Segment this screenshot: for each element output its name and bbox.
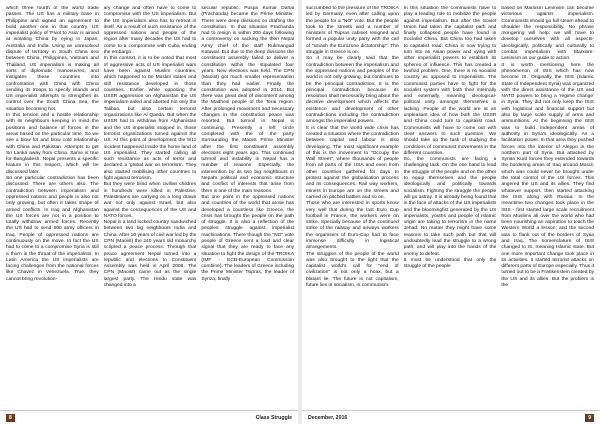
page-number: 8 [6,414,15,422]
left-column-1: which three fourth of the world trade passes. The US has a military base in Philippine and signed an agreement to build another one in that country. US imperialist policy of 'Pivot to Asia' is aimed at isolating China by eying in Japan, Australia and India. Using an unresolved dispute of territory in South China sea between China, Philippines, Vietnam and Thailand, US imperialism is making all sorts of diplomatic manoeuvres, and instigates these countries into confrontation with China with China sending its troops to specify islands and US imperialist attempts to strengthen its control over the South China Sea, the situation becoming hot. In this tension and a hostile relationship with its neighbours keeping in mind the positions and balance of forces in the areas based on the particular time. So we see a blow for and blow cold relationship with China and Pakistan. Attempts to get Sri Lanka away from China. Same is true for Bangladesh. Nepal presents a specific feature in this respect, which will be discussed later. So one particular contradiction has been discussed. There are others also. The contradiction between imperialism and oppressed nations and people is also not only growing, but often it takes shape of armed conflicts. In Iraq and Afghanistan the US forces are not in a position to totally withdraw armed forces. Recently the US had to send 500 army officers in Iraq. People of oppressed nations are continuously on the move. In fact the US had to come to a compromise Syria is still a thorn in the throat of the imperialists. In Latin America the US imperialists are facing challenges from the national forces like Chavez in Venezuela. True, they cannot bring revolution- [6,6,99,282]
left-page-footer [0,410,298,424]
issue-date: December, 2016 [308,414,348,421]
page-number: 9 [585,414,594,422]
right-column-1: succumbed to the pressure of the TROIKA led by Germany, even after calling upon the people for a "NO" vote. But the people took to the streets and a number of ministers of Tsipras cabinet resigned and formed a popular unity party with the call of "smash the Eurozone dictatorship". The struggle in Greece is on. So it may be clearly said that the contradiction between the imperialism and the oppressed nations and peoples of the world is not only growing, but continues to be the principal contradiction. It is the principal contradiction because its resolution shall necessarily bring about the decisive development which affects the existence and development of other contradictions including the contradiction amongst the imperialist powers. It is clear that the world wide crisis has created a situation where the contradiction between capital and labour is also developing. The most significant example of this is the movement to "Occupy the Wall Street", where thousands of people from all parts of the USA and even from other countries gathered for days to protest against the globalisation process and its consequences. Rail way workers, miners in Europe are on the streets and carried on pitched battles and so on. Those who are interested in sports know very well that during the last Euro Cup football in France, the workers were on strike. Specially because of the continued strike of the railway and airways workers the organisers of Euro-Cup had to face immense difficulty in logistical arrangements. The struggles of the people of the world was also brought to the light that the capitalist world's call for "end of civilization" is not only a hoax, but a blatant lie. The future is not capitalism, future lies in socialism, in communism. [306,6,399,289]
left-page [0,0,298,424]
right-page [302,0,600,424]
left-column-3: secular republic. Puspa Kumar Dahal (Prachanda) became the Prime Minister. There were deep divisions on drafting the constitution. In that situation Prachanda had to resign in within 200 days following a controversy on sacking the then Nepal Army chief of the staff Rukmangud Katuwal. But due to the deep divisions the constituent assembly failed to deliver a constitution within the stipulated four years. New elections was held. The CPN (Maoist) got much smaller representation than they had earlier. Finally the constitution was adopted in 2014. But there was great deal of discontent among the Madhesi people of the Terai region. After prolonged movement and necessary changes in the constitution peace was resorted. But turmoil in Nepal is continuing. Presently a left circle completed with the of the party Surrounding the Maoist Prime Minister after the first constituent assembly elections eight years ago. This continued turmoil and instability in Nepal has a number of reasons. Especially, the intervention by its two big neighbours in Nepal's political and economic structure and conflict of interests that arise from them is one of the main reasons. But one point in the oppressed nations and countries of the world that arose has developed a countless like Greece, the crisis has brought the people on the path of struggle. It is also a reflection of the peoples struggle against imperialist machinations. There though the "NO" vote people of Greece sent a loud and clear signal that they are ready to face any situation to fight the design of the TROIKA (IMF - ECB-European Commission combine). The leaders of Greece including the Prime Minister Tsipras, the leader of Syriza, finally [201,6,295,282]
left-column-2: ary change and often have to come to compromise with the US imperialism. But the US imperialism also has to retreat in itself. As a result of such resistance of the oppressed nations and people of the region after many decades the US had to come to a compromise with Cuba ending the embargo. In this context, it is to be noted that most of aggressive acts of US imperialist wars have been against Muslim countries, which happened to be Muslim states and still resistance developed in those countries. Earlier while opposing the USSR aggression on Afghanistan the US imperialism aided and abetted not only the Taliban, but also certain terrorist organizations like Al Qaeda. But when the USSR had to withdraw from Afghanistan and the US imperialist stopped in, those terrorist organizations turned against the US. At this point of development the 9/11 incident happened inside the home land of US imperialist. They started calling all such resistance as acts of terror and declared a 'global war on terrorism'. They also started mobilising other countries to fight against terrorism. But they were blind when civilian children in hundreds were killed in Palestine. Palestinians are carrying on a long drawn war not only against Israel, but also against the consequences of the US and NATO forces. Nepal is a land locked country sandwiched between two big neighbours India and China. After 10 years of civil war led by the CPN (Maoist) the 240 years old monarchy scripted a peace process. Through that peace agreement Nepal turned into a republic and elections to Constituent Assembly was held in April 2008. The CPN (Maoist) came out as the single largest party. The Hindu state was changed into a [103,6,197,289]
left-page-columns [6,6,294,410]
right-page-footer [302,410,600,424]
right-column-2: In this situation the communists have to play a leading role to mobilize the people against imperialism. But after the Soviet Union had taken the capitalist path and finally collapsed people have found in Socialist China. But China too had taken to capitalist road. China is now trying to turn into an Asian power and vying with other imperialist powers to establish its spheres of influence. This has created a twofold problem. One, there is no socialist country as opposed to imperialists. The communist parties have to fight for the socialist system with both their internally and externally, meaning ideological-political unity amongst themselves is lacking. People of the world are at an unpleasant idea of how both the USSR and China could turn to capitalist road. Communists will have to come out with clear answers to such question. We should take up the task of studying the conditions of communist movements in the different countries. So, the communists are facing a challenging task. On the one hand to lead the struggle of the people and on the other to equip themselves and the people ideologically and politically towards socialism. Fighting the struggle the people will go astray. It is already being found that in the face of attacks of the US imperialists and the bloomingfist generated by the US imperialists, youths and people of Islamic origin are taking to terrorism in the name Jehad. No matter they might have some reasons to take such path but that will undoubtedly lead the struggle to a wrong path, and will play into the hands of the enemy to defeat. It must be understood that only the struggle of the people [403,6,497,270]
right-column-3: based on Marxism Leninism can become victorious against imperialism. Communists should go full steam ahead to shoulder the responsibility. No phrase mongering will help; we will have to develop ourselves with all aspects-ideologically, politically and culturally to combat imperialism with Marxism-Leninism as our guide to action. It is worth mentioning here the phenomenon of ISIS which has now become IS. Originally the ISIS (Islamic State of Independent Syria) was organized with the direct assistance of the US and NATO powers to bring a 'regime change' in Syria. They did not only keep the ISIS with logistical and financial support but also by large scale supply of arms and ammunitions. At the beginning the ISIS was to build independent areas of authority in Syria's ideologically. As a facilitation power. In that area they pushed forces into the interior of Aleppo in the northern part of Syria. But attacked by Syrian Kurd forces they extended towards the bordering areas of Iraq around Mosul, which was could never be brought under the total control of the US forces. This angered the US and its allies. They find whatever support, then started attacking the ISIS along with Russia. In the meantime two changes took place in the ISIS - first started large scale recruitment from Muslims all over the world who had been nourishing an aspiration to teach the Western World a lesson; and the second was to flank out of the borders of Syria and Iraq. The nomenclature of ISIS changed to IS, meaning Islamic state. But one more important change took place in its activities. It started terrorist attacks on different parts of Europe especially. Thus it turned out to be a Frankenstein created by the US and its allies. But the problem is the [501,6,595,289]
publication-name: Class Struggle [255,414,292,421]
right-page-columns [306,6,594,410]
